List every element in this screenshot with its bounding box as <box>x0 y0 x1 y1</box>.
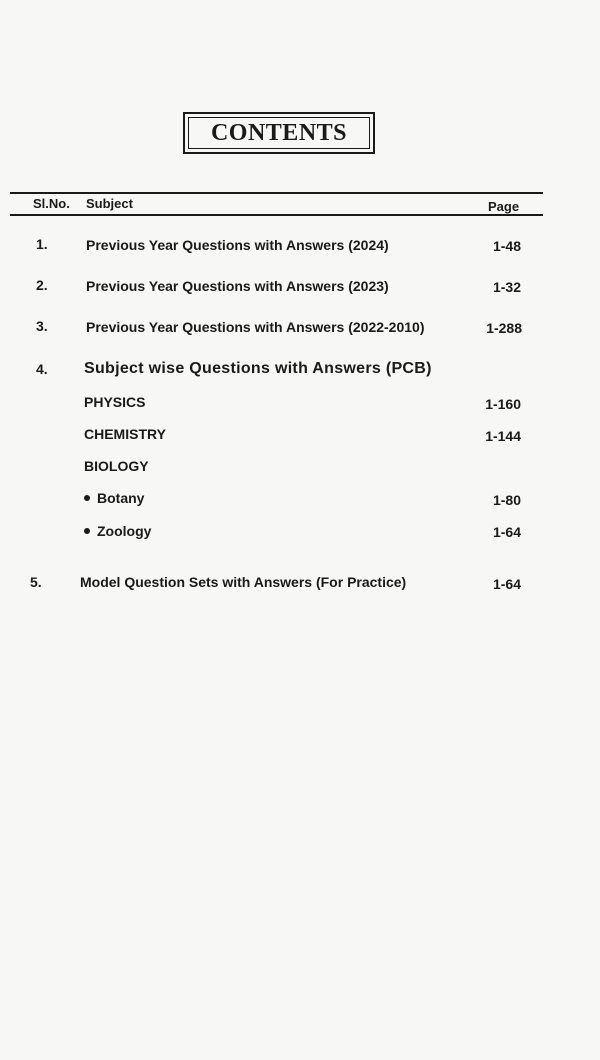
header-slno: Sl.No. <box>33 196 70 211</box>
biology-zoology: Zoology <box>97 523 152 539</box>
biology-botany: Botany <box>97 490 145 506</box>
entry-title: Subject wise Questions with Answers (PCB) <box>84 360 432 377</box>
subject-chemistry: CHEMISTRY <box>84 426 166 442</box>
header-bottom-rule <box>10 214 543 216</box>
entry-number: 2. <box>36 277 48 293</box>
subject-physics-pages: 1-160 <box>485 396 521 412</box>
entry-number: 5. <box>30 574 42 590</box>
header-top-rule <box>10 192 543 194</box>
contents-title-inner <box>188 117 370 149</box>
entry-title: Previous Year Questions with Answers (2024) <box>86 237 389 253</box>
entry-number: 4. <box>36 361 48 377</box>
bullet-icon <box>84 495 90 501</box>
contents-title-box <box>183 112 375 154</box>
entry-pages: 1-64 <box>492 576 521 592</box>
header-page: Page <box>488 199 520 214</box>
subject-biology: BIOLOGY <box>84 458 149 474</box>
biology-zoology-pages: 1-64 <box>492 524 521 540</box>
subject-chemistry-pages: 1-144 <box>485 428 521 444</box>
subject-physics: PHYSICS <box>84 394 146 410</box>
entry-pages: 1-288 <box>486 320 522 336</box>
bullet-icon <box>84 528 90 534</box>
entry-title: Previous Year Questions with Answers (2022-2010) <box>86 319 425 335</box>
page-title: CONTENTS <box>210 119 348 146</box>
entry-title: Model Question Sets with Answers (For Practice) <box>80 574 407 590</box>
biology-botany-pages: 1-80 <box>492 492 521 508</box>
header-subject: Subject <box>86 196 133 211</box>
entry-number: 1. <box>36 236 48 252</box>
entry-title: Previous Year Questions with Answers (2023) <box>86 278 389 294</box>
entry-number: 3. <box>36 318 48 334</box>
entry-pages: 1-48 <box>492 238 521 254</box>
entry-pages: 1-32 <box>492 279 521 295</box>
